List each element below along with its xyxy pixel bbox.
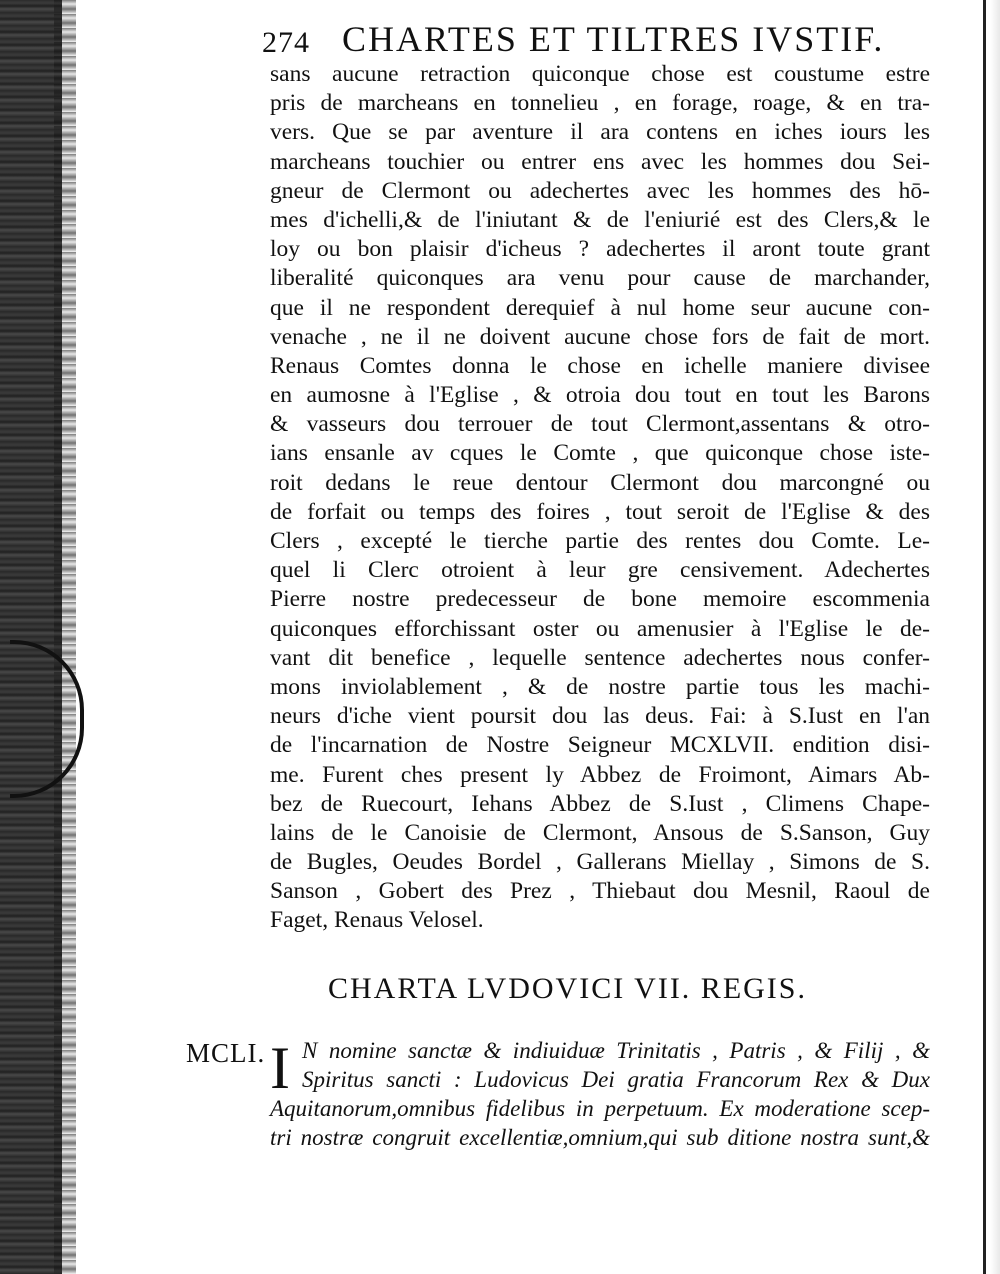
latin-charter-text: [270, 1036, 930, 1152]
text-line: que il ne respondent derequief à nul home seur aucune con-: [270, 294, 930, 321]
drop-cap: I: [270, 1035, 290, 1101]
text-line: ians ensanle av cques le Comte , que quiconque chose iste-: [270, 440, 930, 467]
text-line: Clers , excepté le tierche partie des rentes dou Comte. Le-: [270, 528, 930, 554]
text-line: vers. Que se par aventure il ara contens en iches iours les: [270, 119, 930, 146]
latin-line: N nomine sanctæ & indiuiduæ Trinitatis , Patris , & Filij , &: [302, 1038, 930, 1063]
text-line: de forfait ou temps des foires , tout seroit de l'Eglise & des: [270, 498, 930, 525]
text-line: quel li Clerc otroient à leur gre censivement. Adechertes: [270, 557, 930, 584]
text-line: loy ou bon plaisir d'icheus ? adechertes il aront toute grant: [270, 236, 930, 263]
page-number: 274: [262, 26, 310, 59]
text-line: en aumosne à l'Eglise , & otroia dou tout en tout les Barons: [270, 382, 930, 409]
text-line: sans aucune retraction quiconque chose est coustume estre: [270, 61, 930, 87]
french-charter-text: [270, 60, 930, 936]
latin-line: Spiritus sancti : Ludovicus Dei gratia Francorum Rex & Dux: [302, 1067, 930, 1092]
text-line: pris de marcheans en tonnelieu , en forage, roage, & en tra-: [270, 90, 930, 117]
text-line: vant dit benefice , lequelle sentence adechertes nous confer-: [270, 644, 930, 671]
text-line: de l'incarnation de Nostre Seigneur MCXLVII. endition disi-: [270, 732, 930, 759]
text-line: & vasseurs dou terrouer de tout Clermont,assentans & otro-: [270, 411, 930, 438]
text-line: de Bugles, Oeudes Bordel , Gallerans Miellay , Simons de S.: [270, 849, 930, 876]
text-line: Renaus Comtes donna le chose en ichelle maniere divisee: [270, 352, 930, 379]
text-line: neurs d'iche vient poursit dou las deus. Fai: à S.Iust en l'an: [270, 703, 930, 730]
binding-shadow: [0, 0, 62, 1274]
margin-date: MCLI.: [186, 1038, 266, 1068]
text-line: Pierre nostre predecesseur de bone memoire escommenia: [270, 586, 930, 613]
page-header: [262, 18, 962, 62]
text-line: venache , ne il ne doivent aucune chose fors de fait de mort.: [270, 323, 930, 350]
text-line: bez de Ruecourt, Iehans Abbez de S.Iust , Climens Chape-: [270, 790, 930, 817]
text-line: roit dedans le reue dentour Clermont dou marcongné ou: [270, 469, 930, 496]
section-title: CHARTA LVDOVICI VII. REGIS.: [328, 972, 807, 1005]
latin-line: tri nostræ congruit excellentiæ,omnium,qui sub ditione nostra sunt,&: [270, 1125, 930, 1150]
text-line: gneur de Clermont ou adechertes avec les hommes des hō-: [270, 177, 930, 204]
text-line: mons inviolablement , & de nostre partie tous les machi-: [270, 673, 930, 700]
latin-line: Aquitanorum,omnibus fidelibus in perpetuum. Ex moderatione scep-: [270, 1096, 930, 1121]
text-line: Sanson , Gobert des Prez , Thiebaut dou Mesnil, Raoul de: [270, 878, 930, 905]
text-line: quiconques efforchissant oster ou amenusier à l'Eglise le de-: [270, 615, 930, 642]
text-line: marcheans touchier ou entrer ens avec les hommes dou Sei-: [270, 148, 930, 175]
text-line: me. Furent ches present ly Abbez de Froimont, Aimars Ab-: [270, 761, 930, 788]
text-line: liberalité quiconques ara venu pour cause de marchander,: [270, 265, 930, 292]
page-edge-margin: [990, 0, 1000, 1274]
text-line: Faget, Renaus Velosel.: [270, 907, 484, 934]
page-edge-line: [983, 0, 986, 1274]
running-head: CHARTES ET TILTRES IVSTIF.: [342, 19, 885, 59]
text-line: mes d'ichelli,& de l'iniutant & de l'eniurié est des Clers,& le: [270, 206, 930, 233]
text-line: lains de le Canoisie de Clermont, Ansous de S.Sanson, Guy: [270, 819, 930, 846]
